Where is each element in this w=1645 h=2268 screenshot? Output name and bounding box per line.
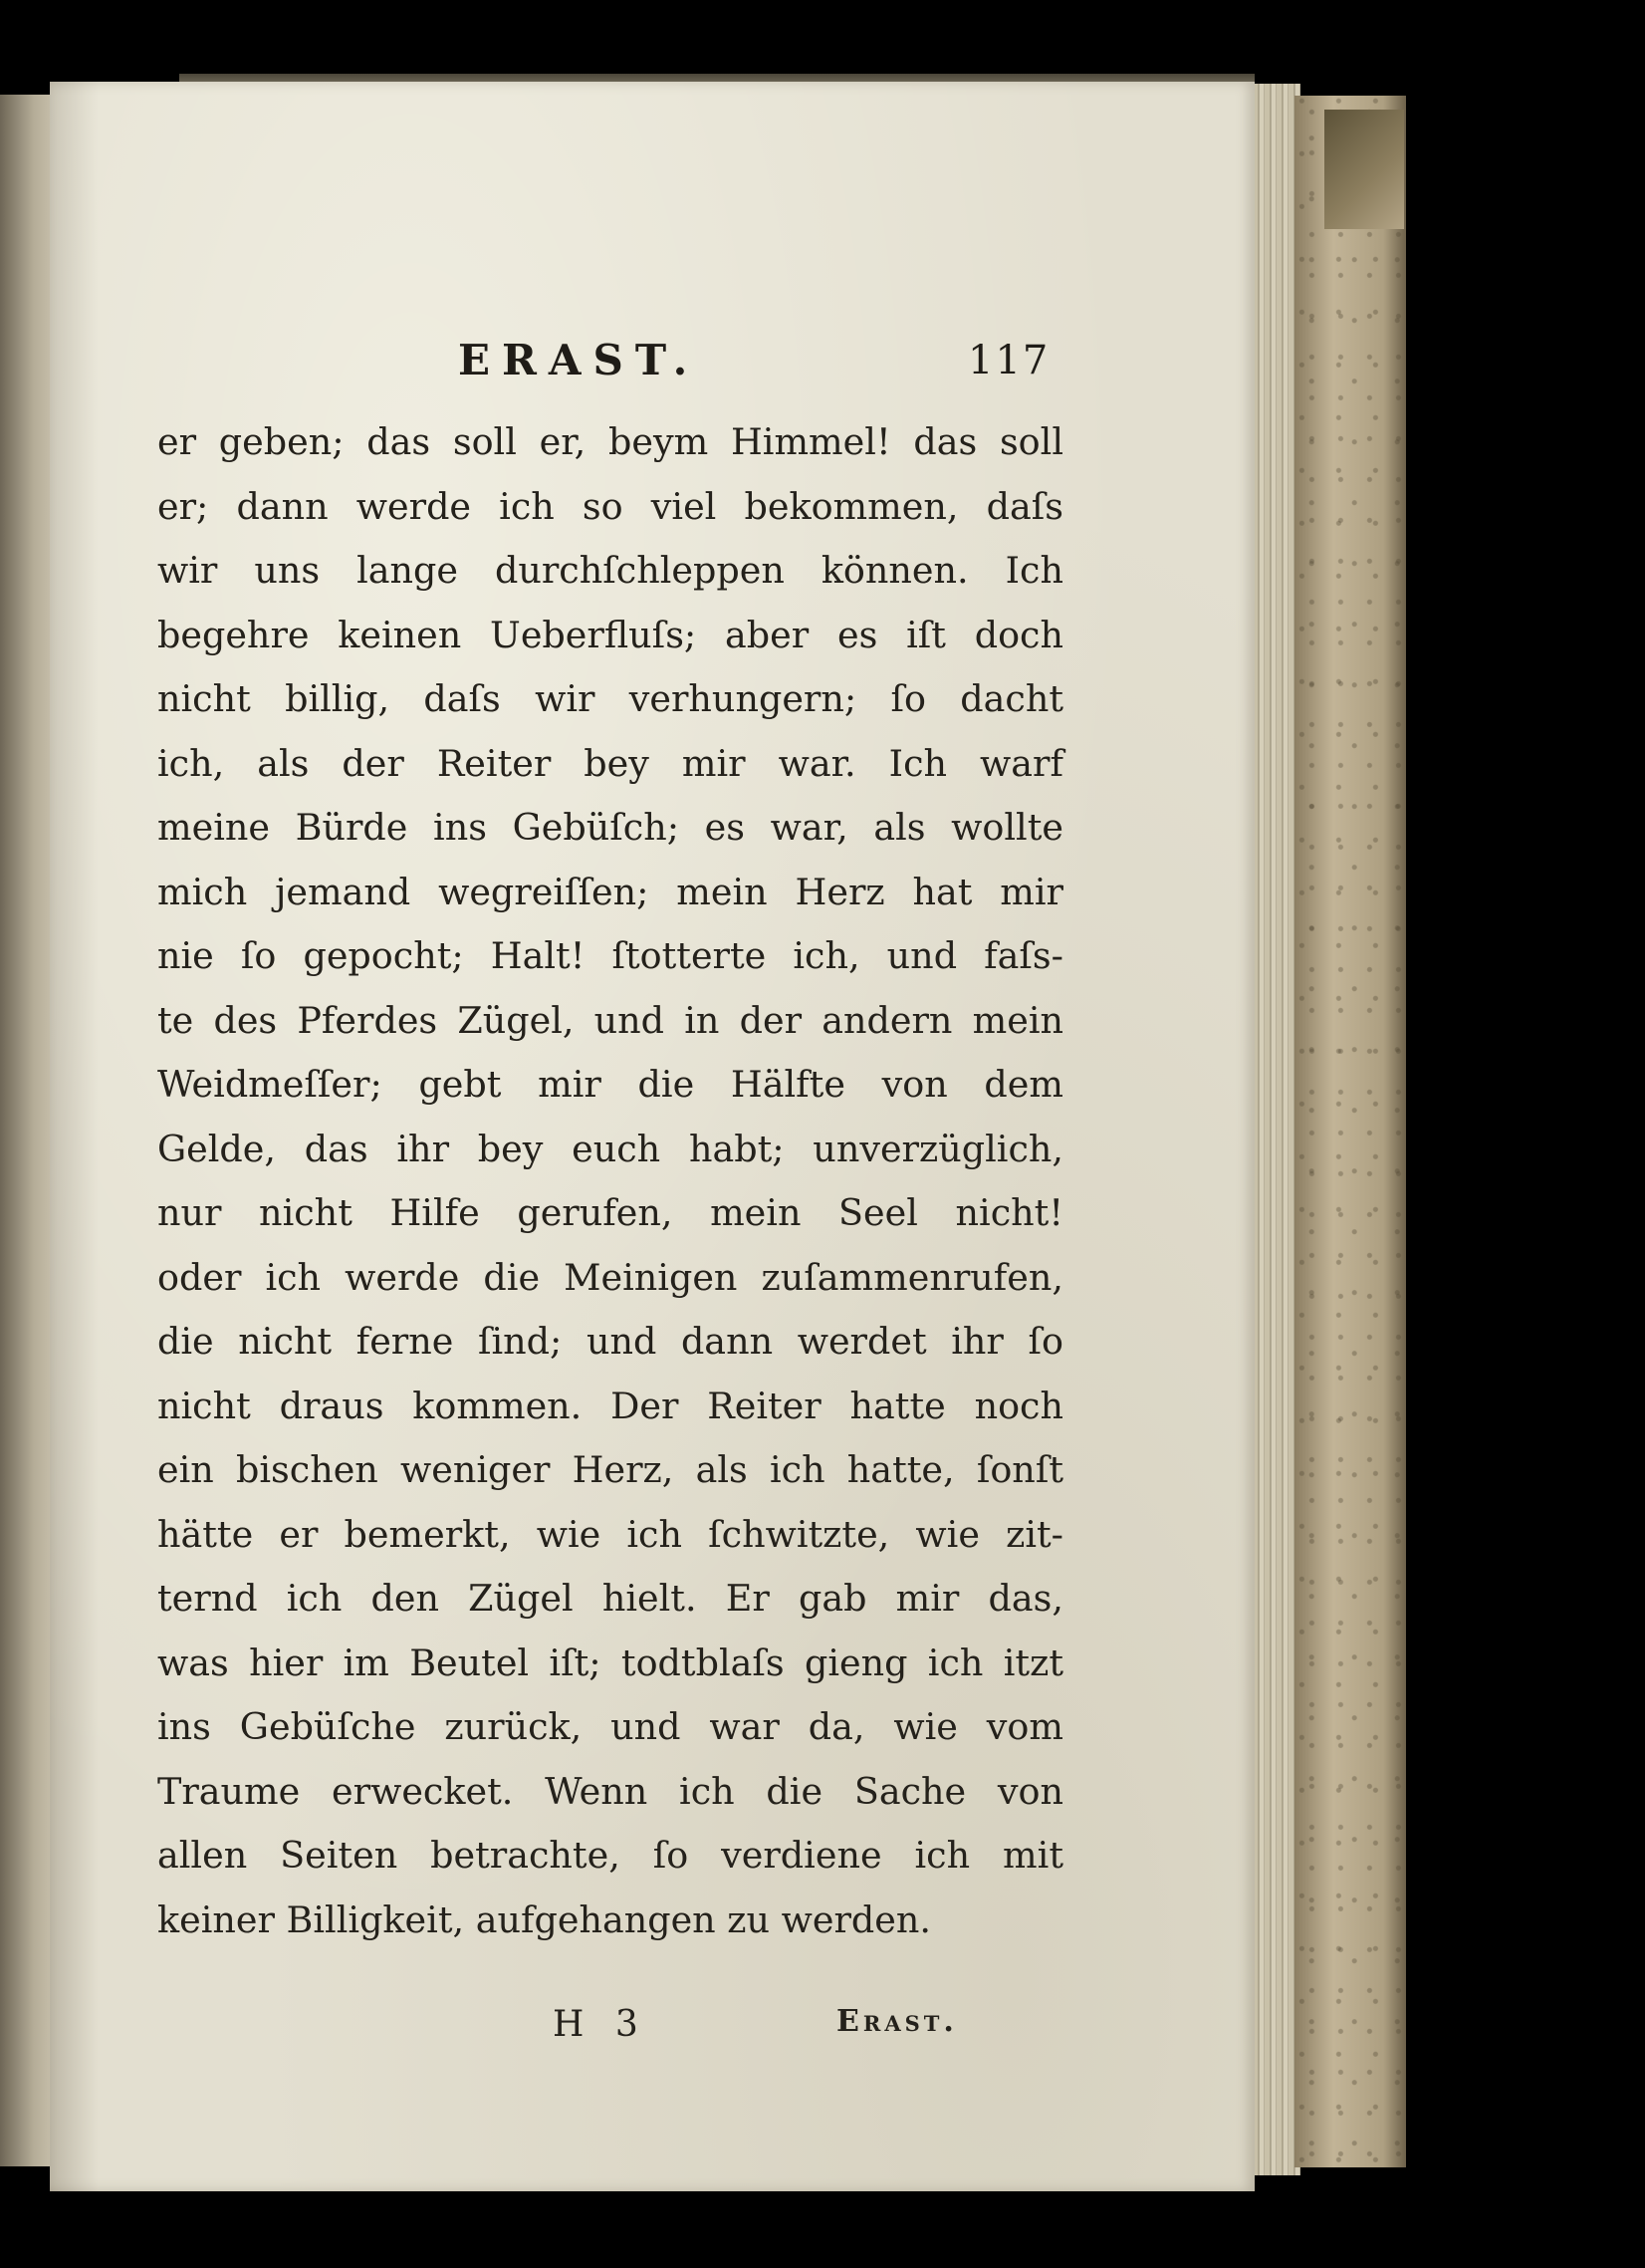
text-line: was hier im Beutel iſt; todtblaſs gieng ich itzt: [157, 1640, 1063, 1684]
text-line: ein bischen weniger Herz, als ich hatte, ſonſt: [157, 1448, 1063, 1491]
text-line: ich, als der Reiter bey mir war. Ich warf: [157, 741, 1063, 785]
body-text: [157, 410, 1063, 1952]
page-header: [50, 336, 1255, 395]
text-line: meine Bürde ins Gebüſch; es war, als wollte: [157, 806, 1063, 849]
catchword: Erast.: [836, 2004, 958, 2039]
signature-mark: H 3: [553, 2004, 648, 2045]
text-line: er geben; das soll er, beym Himmel! das soll: [157, 420, 1063, 463]
book-cover-edge: [1294, 96, 1406, 2167]
cover-corner: [1324, 110, 1404, 229]
page-footer: [50, 2004, 1255, 2064]
running-title: ERAST.: [458, 336, 700, 384]
text-line: die nicht ferne ſind; und dann werdet ihr ſo: [157, 1320, 1063, 1363]
text-line: ins Gebüſche zurück, und war da, wie vom: [157, 1705, 1063, 1748]
text-line: nie ſo gepocht; Halt! ſtotterte ich, und faſs-: [157, 934, 1063, 977]
text-line: nicht draus kommen. Der Reiter hatte noch: [157, 1384, 1063, 1427]
text-line: allen Seiten betrachte, ſo verdiene ich mit: [157, 1834, 1063, 1877]
text-line: keiner Billigkeit, aufgehangen zu werden.: [157, 1897, 931, 1941]
text-line: Gelde, das ihr bey euch habt; unverzüglich,: [157, 1127, 1063, 1170]
text-line: mich jemand wegreiſſen; mein Herz hat mir: [157, 870, 1063, 913]
page-number: 117: [968, 338, 1051, 383]
text-line: oder ich werde die Meinigen zuſammenrufen,: [157, 1255, 1063, 1299]
page-edges-stack: [1253, 84, 1300, 2175]
text-line: ternd ich den Zügel hielt. Er gab mir das,: [157, 1577, 1063, 1620]
book-page: [50, 82, 1255, 2191]
text-line: wir uns lange durchſchleppen können. Ich: [157, 549, 1063, 592]
text-line: nur nicht Hilfe gerufen, mein Seel nicht!: [157, 1191, 1063, 1234]
text-line: Traume erwecket. Wenn ich die Sache von: [157, 1769, 1063, 1813]
text-line: begehre keinen Ueberfluſs; aber es iſt doch: [157, 613, 1063, 656]
text-line: Weidmeſſer; gebt mir die Hälfte von dem: [157, 1063, 1063, 1106]
text-line: nicht billig, daſs wir verhungern; ſo dacht: [157, 677, 1063, 720]
text-line: te des Pferdes Zügel, und in der andern mein: [157, 998, 1063, 1042]
text-line: er; dann werde ich so viel bekommen, daſs: [157, 484, 1063, 528]
text-line: hätte er bemerkt, wie ich ſchwitzte, wie zit-: [157, 1512, 1063, 1556]
